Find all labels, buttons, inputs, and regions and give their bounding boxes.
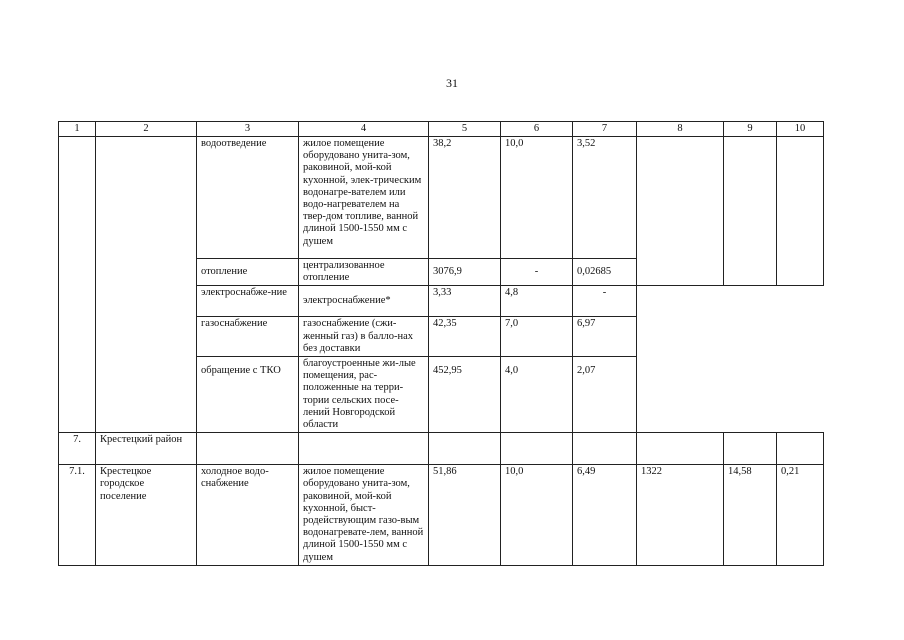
settlement-name: Крестецкое городское поселение (96, 465, 197, 566)
value-cell: 4,0 (501, 357, 573, 433)
empty-cell (777, 433, 824, 465)
service-cell: отопление (197, 259, 299, 286)
empty-cell (197, 433, 299, 465)
empty-cell (429, 433, 501, 465)
value-cell: 6,97 (573, 317, 637, 357)
header-cell: 9 (724, 122, 777, 137)
settlement-number: 7.1. (59, 465, 96, 566)
value-cell: 452,95 (429, 357, 501, 433)
description-cell: благоустроенные жи-лые помещения, рас-положенные на терри-тории сельских посе-лений Новгородской области (299, 357, 429, 433)
value-cell: 0,21 (777, 465, 824, 566)
value-cell: 51,86 (429, 465, 501, 566)
value-cell: 3,33 (429, 286, 501, 317)
value-cell: 10,0 (501, 137, 573, 259)
empty-cell (637, 286, 824, 317)
service-cell: газоснабжение (197, 317, 299, 357)
value-cell: 3,52 (573, 137, 637, 259)
empty-cell (637, 357, 824, 433)
header-cell: 1 (59, 122, 96, 137)
empty-cell (637, 433, 724, 465)
value-cell: 2,07 (573, 357, 637, 433)
empty-cell (637, 317, 824, 357)
value-cell: 1322 (637, 465, 724, 566)
service-cell: обращение с ТКО (197, 357, 299, 433)
header-cell: 5 (429, 122, 501, 137)
description-cell: электроснабжение* (299, 286, 429, 317)
empty-cell (724, 433, 777, 465)
empty-cell (637, 137, 724, 286)
description-cell: газоснабжение (сжи-женный газ) в балло-нах без доставки (299, 317, 429, 357)
empty-cell (573, 433, 637, 465)
empty-cell (724, 137, 777, 286)
value-cell: 6,49 (573, 465, 637, 566)
empty-cell (96, 137, 197, 433)
empty-cell (59, 137, 96, 433)
value-cell: 0,02685 (573, 259, 637, 286)
header-cell: 4 (299, 122, 429, 137)
description-cell: централизованное отопление (299, 259, 429, 286)
header-cell: 3 (197, 122, 299, 137)
service-cell: холодное водо-снабжение (197, 465, 299, 566)
district-row (59, 433, 824, 465)
service-cell: электроснабже-ние (197, 286, 299, 317)
district-number: 7. (59, 433, 96, 465)
header-cell: 2 (96, 122, 197, 137)
header-row (59, 122, 824, 137)
value-cell: 14,58 (724, 465, 777, 566)
page-number: 31 (446, 76, 458, 90)
description-cell: жилое помещение оборудовано унита-зом, раковиной, мой-кой кухонной, элек-трическим водонагре-вателем или водо-нагревателем на твер-дом топливе, ванной длиной 1500-1550 мм с душем (299, 137, 429, 259)
value-cell: 38,2 (429, 137, 501, 259)
header-cell: 7 (573, 122, 637, 137)
description-cell: жилое помещение оборудовано унита-зом, раковиной, мой-кой кухонной, быст-родействующим газо-вым водонагревате-лем, ванной длиной 1500-1550 мм с душем (299, 465, 429, 566)
value-cell: 42,35 (429, 317, 501, 357)
value-cell: - (573, 286, 637, 317)
value-cell: 4,8 (501, 286, 573, 317)
value-cell: - (501, 259, 573, 286)
value-cell: 7,0 (501, 317, 573, 357)
settlement-row (59, 465, 824, 566)
header-cell: 6 (501, 122, 573, 137)
empty-cell (777, 137, 824, 286)
tariff-table (58, 121, 824, 566)
district-name: Крестецкий район (96, 433, 197, 465)
empty-cell (501, 433, 573, 465)
service-cell: водоотведение (197, 137, 299, 259)
value-cell: 10,0 (501, 465, 573, 566)
table-row (59, 137, 824, 259)
header-cell: 10 (777, 122, 824, 137)
empty-cell (299, 433, 429, 465)
header-cell: 8 (637, 122, 724, 137)
value-cell: 3076,9 (429, 259, 501, 286)
